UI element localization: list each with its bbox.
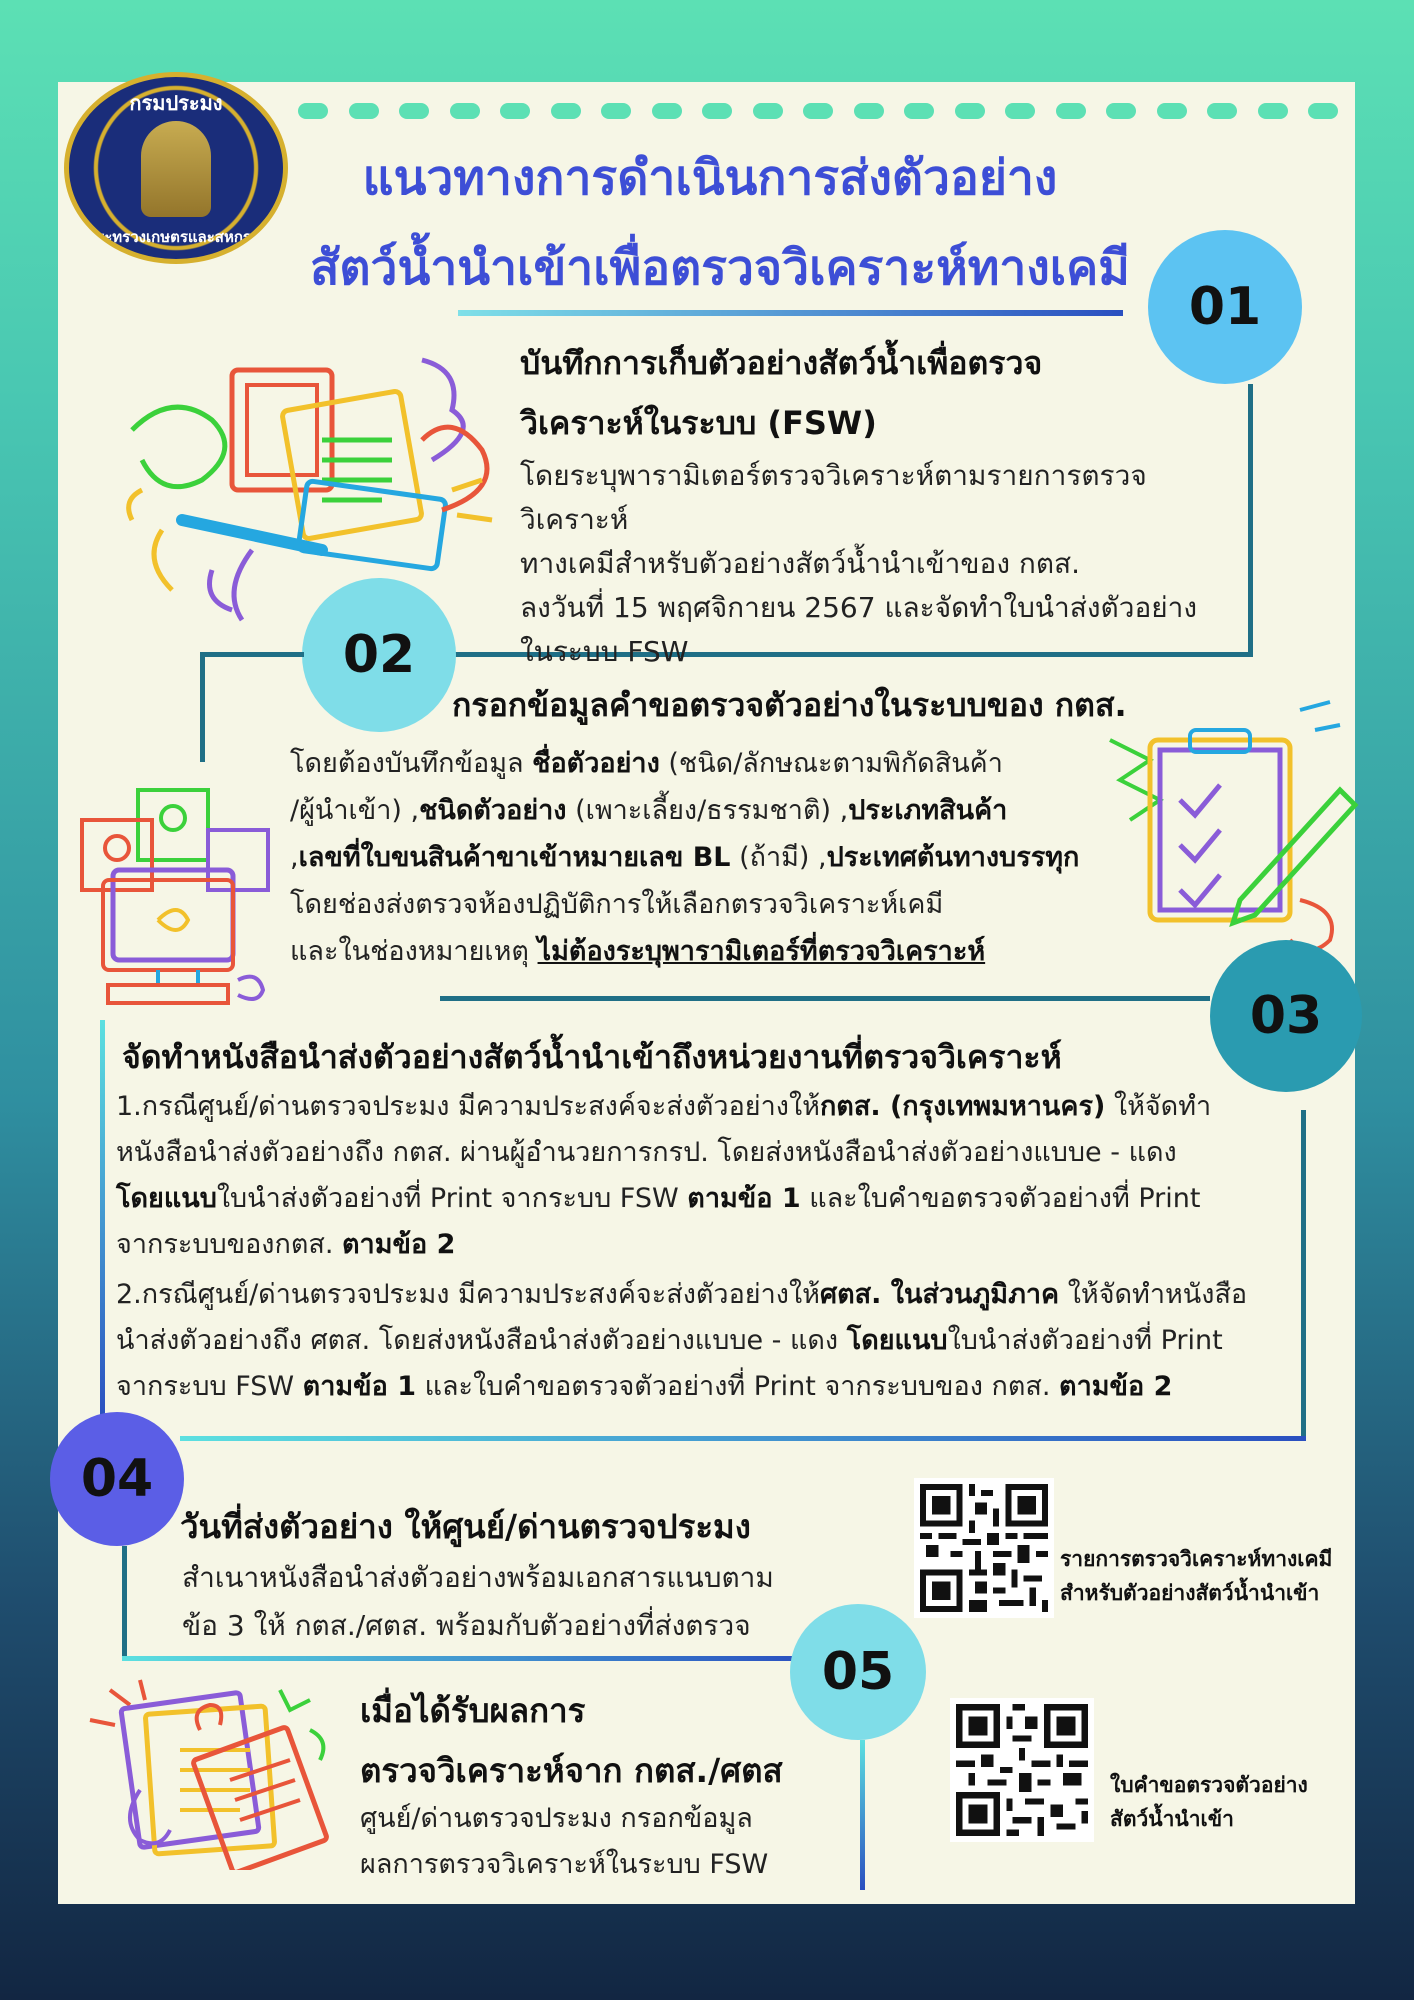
step-03-p1-line-3: โดยแนบใบนำส่งตัวอย่างที่ Print จากระบบ FSW ตามข้อ 1 และใบคำขอตรวจตัวอย่างที่ Print <box>116 1183 1201 1214</box>
step-03-p2-line-1: 2.กรณีศูนย์/ด่านตรวจประมง มีความประสงค์จะส่งตัวอย่างให้ศตส. ในส่วนภูมิภาค ให้จัดทำหนังสือ <box>116 1279 1248 1310</box>
step-04-description <box>182 1554 822 1650</box>
step-01-badge: 01 <box>1148 230 1302 384</box>
step-02-top-border <box>200 652 304 657</box>
step-04-heading: วันที่ส่งตัวอย่าง ให้ศูนย์/ด่านตรวจประมง <box>180 1507 751 1546</box>
qr-2-caption-line-2: สัตว์น้ำนำเข้า <box>1110 1807 1234 1831</box>
hands-tablet-doodle-icon <box>122 340 502 630</box>
qr-code-icon[interactable] <box>914 1478 1054 1618</box>
step-05-badge: 05 <box>790 1604 926 1740</box>
step-03-paragraph-2 <box>116 1272 1296 1410</box>
qr-2-caption-line-1: ใบคำขอตรวจตัวอย่าง <box>1110 1773 1308 1797</box>
title-underline <box>458 310 1123 316</box>
checklist-pencil-icon <box>1100 700 1360 970</box>
qr-1-caption-line-1: รายการตรวจวิเคราะห์ทางเคมี <box>1060 1547 1333 1571</box>
qr-2-caption <box>1110 1768 1308 1836</box>
documents-doodle-icon <box>80 1670 340 1870</box>
step-04-line-2: ข้อ 3 ให้ กตส./ศตส. พร้อมกับตัวอย่างที่ส่งตรวจ <box>182 1609 751 1642</box>
step-05-description <box>360 1796 840 1888</box>
qr-code-icon[interactable] <box>950 1698 1094 1842</box>
step-01-heading-1: บันทึกการเก็บตัวอย่างสัตว์น้ำเพื่อตรวจ <box>520 344 1043 382</box>
qr-1-caption <box>1060 1542 1332 1610</box>
step-04-badge: 04 <box>50 1412 184 1546</box>
step-02-line-5: และในช่องหมายเหตุ ไม่ต้องระบุพารามิเตอร์ที่ตรวจวิเคราะห์ <box>290 936 986 967</box>
step-03-p1-line-4: จากระบบของกตส. ตามข้อ 2 <box>116 1229 456 1260</box>
computer-users-icon <box>78 780 288 1010</box>
step-02-description <box>290 740 1140 975</box>
step-03-p2-line-2: นำส่งตัวอย่างถึง ศตส. โดยส่งหนังสือนำส่งตัวอย่างแบบe - แดง โดยแนบใบนำส่งตัวอย่างที่ Print <box>116 1325 1223 1356</box>
step-03-bottom-border <box>180 1436 1306 1441</box>
department-seal-icon <box>64 72 288 264</box>
step-03-paragraph-1 <box>116 1084 1296 1268</box>
title-line-2: สัตว์น้ำนำเข้าเพื่อตรวจวิเคราะห์ทางเคมี <box>310 240 1130 296</box>
step-02-line-2: /ผู้นำเข้า) ,ชนิดตัวอย่าง (เพาะเลี้ยง/ธรรมชาติ) ,ประเภทสินค้า <box>290 795 1008 826</box>
step-03-top-border <box>440 996 1210 1001</box>
step-02-line-4: โดยช่องส่งตรวจห้องปฏิบัติการให้เลือกตรวจวิเคราะห์เคมี <box>290 889 944 920</box>
step-02-line-3: ,เลขที่ใบขนสินค้าขาเข้าหมายเลข BL (ถ้ามี) ,ประเทศต้นทางบรรทุก <box>290 842 1080 873</box>
decorative-dots <box>298 103 1338 119</box>
step-04-bottom-border <box>122 1656 812 1661</box>
step-01-heading-2: วิเคราะห์ในระบบ (FSW) <box>520 404 877 442</box>
qr-1-caption-line-2: สำหรับตัวอย่างสัตว์น้ำนำเข้า <box>1060 1581 1320 1605</box>
step-01-line-4: ในระบบ FSW <box>520 635 689 668</box>
step-03-p2-line-3: จากระบบ FSW ตามข้อ 1 และใบคำขอตรวจตัวอย่างที่ Print จากระบบของ กตส. ตามข้อ 2 <box>116 1371 1173 1402</box>
step-05-heading-2: ตรวจวิเคราะห์จาก กตส./ศตส <box>360 1751 783 1790</box>
step-03-right-border <box>1301 1110 1306 1440</box>
step-01-right-border <box>1248 384 1253 656</box>
step-04-left-border <box>122 1546 127 1660</box>
step-03-p1-line-1: 1.กรณีศูนย์/ด่านตรวจประมง มีความประสงค์จะส่งตัวอย่างให้กตส. (กรุงเทพมหานคร) ให้จัดทำ <box>116 1091 1212 1122</box>
step-04-line-1: สำเนาหนังสือนำส่งตัวอย่างพร้อมเอกสารแนบตาม <box>182 1561 774 1594</box>
seal-top-text: กรมประมง <box>129 91 223 115</box>
step-01-line-3: ลงวันที่ 15 พฤศจิกายน 2567 และจัดทำใบนำส่งตัวอย่าง <box>520 591 1198 624</box>
step-01-description <box>520 454 1240 674</box>
step-01-line-1: โดยระบุพารามิเตอร์ตรวจวิเคราะห์ตามรายการตรวจวิเคราะห์ <box>520 459 1147 536</box>
step-02-line-1: โดยต้องบันทึกข้อมูล ชื่อตัวอย่าง (ชนิด/ลักษณะตามพิกัดสินค้า <box>290 748 1003 779</box>
step-05-line-2: ผลการตรวจวิเคราะห์ในระบบ FSW <box>360 1849 769 1880</box>
step-05-line-1: ศูนย์/ด่านตรวจประมง กรอกข้อมูล <box>360 1803 753 1834</box>
step-02-left-border <box>200 652 205 762</box>
step-02-heading: กรอกข้อมูลคำขอตรวจตัวอย่างในระบบของ กตส. <box>452 686 1127 724</box>
title-line-1: แนวทางการดำเนินการส่งตัวอย่าง <box>362 150 1058 206</box>
step-01-line-2: ทางเคมีสำหรับตัวอย่างสัตว์น้ำนำเข้าของ กตส. <box>520 547 1081 580</box>
step-02-badge: 02 <box>302 578 456 732</box>
step-03-p1-line-2: หนังสือนำส่งตัวอย่างถึง กตส. ผ่านผู้อำนวยการกรป. โดยส่งหนังสือนำส่งตัวอย่างแบบe - แดง <box>116 1137 1177 1168</box>
step-05-right-border <box>860 1740 865 1890</box>
step-03-badge: 03 <box>1210 940 1362 1092</box>
seal-bottom-text: กระทรวงเกษตรและสหกรณ์ <box>87 228 265 246</box>
step-05-heading-1: เมื่อได้รับผลการ <box>360 1691 586 1730</box>
step-03-left-border <box>100 1020 105 1420</box>
step-03-heading: จัดทำหนังสือนำส่งตัวอย่างสัตว์น้ำนำเข้าถึงหน่วยงานที่ตรวจวิเคราะห์ <box>122 1038 1062 1076</box>
